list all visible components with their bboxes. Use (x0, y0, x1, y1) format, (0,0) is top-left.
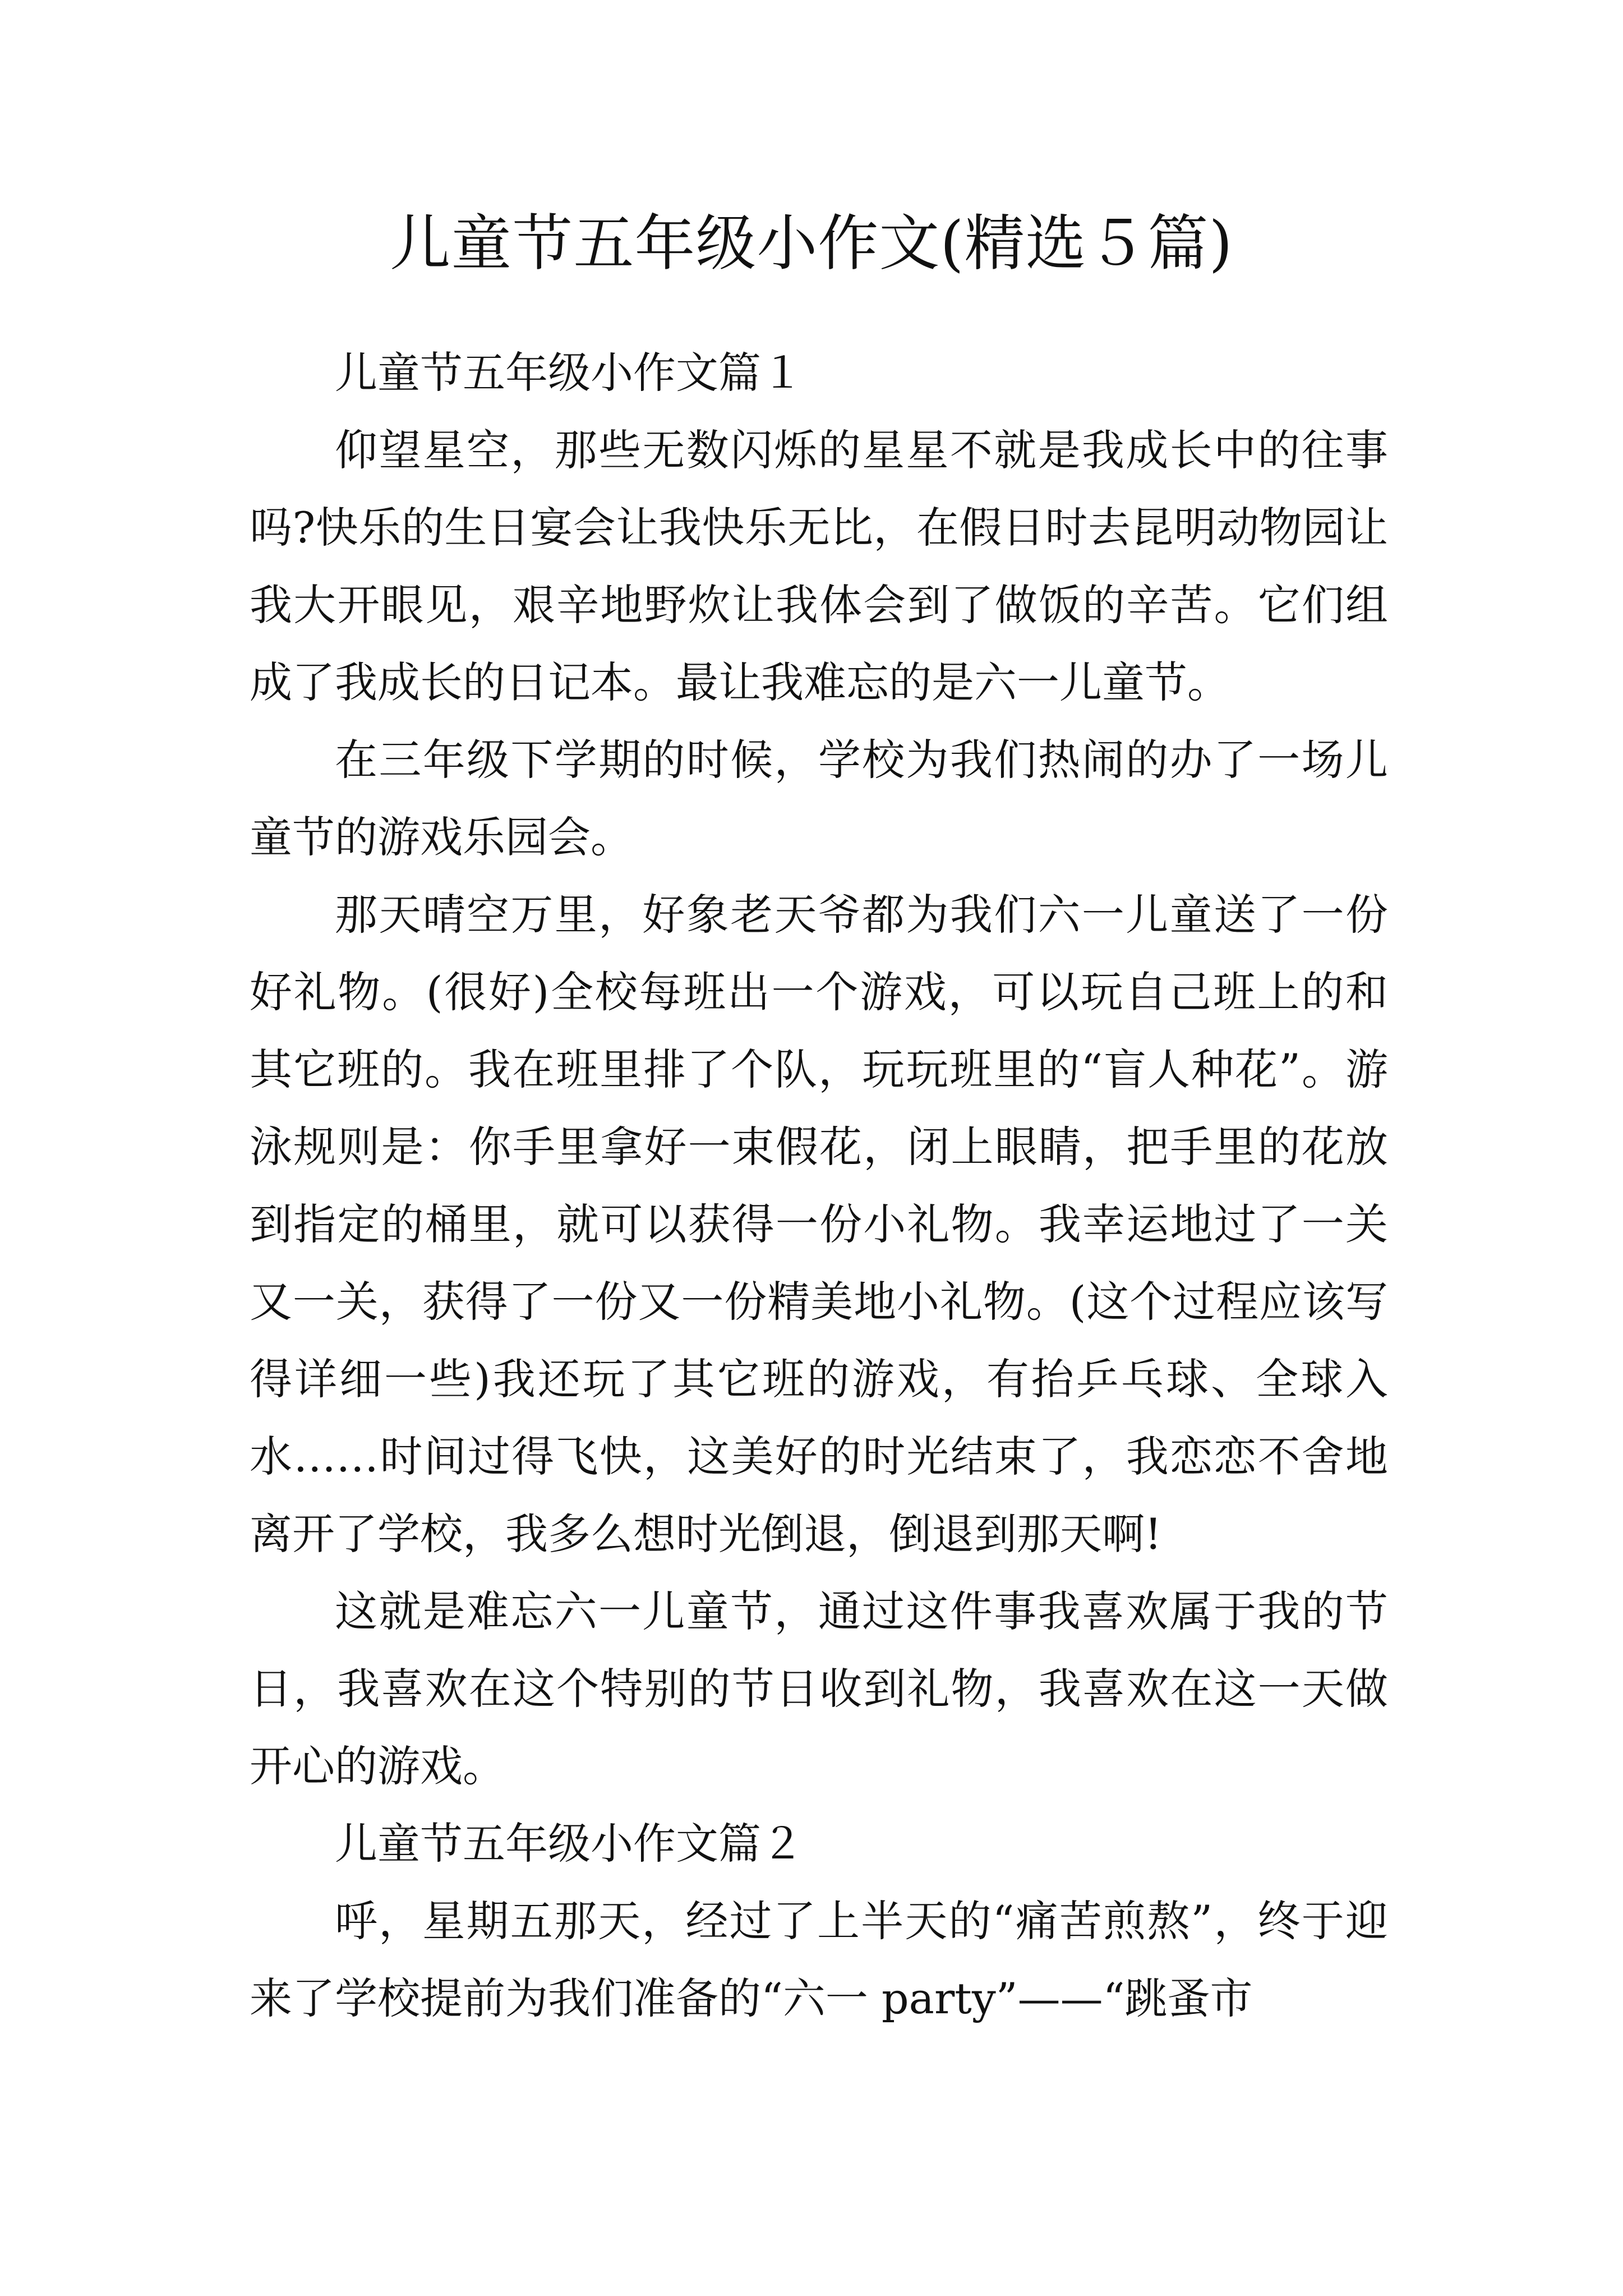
paragraph: 呼，星期五那天，经过了上半天的“痛苦煎熬”，终于迎来了学校提前为我们准备的“六一 party”——“跳蚤市 (250, 1896, 1388, 2023)
section-heading-2: 儿童节五年级小作文篇２ (335, 1819, 804, 1869)
paragraph: 在三年级下学期的时候，学校为我们热闹的办了一场儿童节的游戏乐园会。 (250, 735, 1388, 862)
paragraph: 仰望星空，那些无数闪烁的星星不就是我成长中的往事吗?快乐的生日宴会让我快乐无比，在假日时去昆明动物园让我大开眼见，艰辛地野炊让我体会到了做饭的辛苦。它们组成了我成长的日记本。最让我难忘的是六一儿童节。 (250, 425, 1388, 707)
document-body (250, 334, 1388, 2037)
paragraph: 那天晴空万里，好象老天爷都为我们六一儿童送了一份好礼物。(很好)全校每班出一个游戏，可以玩自己班上的和其它班的。我在班里排了个队，玩玩班里的“盲人种花”。游泳规则是：你手里拿好一束假花，闭上眼睛，把手里的花放到指定的桶里，就可以获得一份小礼物。我幸运地过了一关又一关，获得了一份又一份精美地小礼物。(这个过程应该写得详细一些)我还玩了其它班的游戏，有抬乒乓球、全球入水……时间过得飞快，这美好的时光结束了，我恋恋不舍地离开了学校，我多么想时光倒退，倒退到那天啊! (250, 890, 1388, 1559)
document-title: 儿童节五年级小作文(精选５篇) (390, 209, 1233, 279)
paragraph: 这就是难忘六一儿童节，通过这件事我喜欢属于我的节日，我喜欢在这个特别的节日收到礼物，我喜欢在这一天做开心的游戏。 (250, 1586, 1388, 1791)
section-heading-1: 儿童节五年级小作文篇１ (335, 348, 804, 398)
